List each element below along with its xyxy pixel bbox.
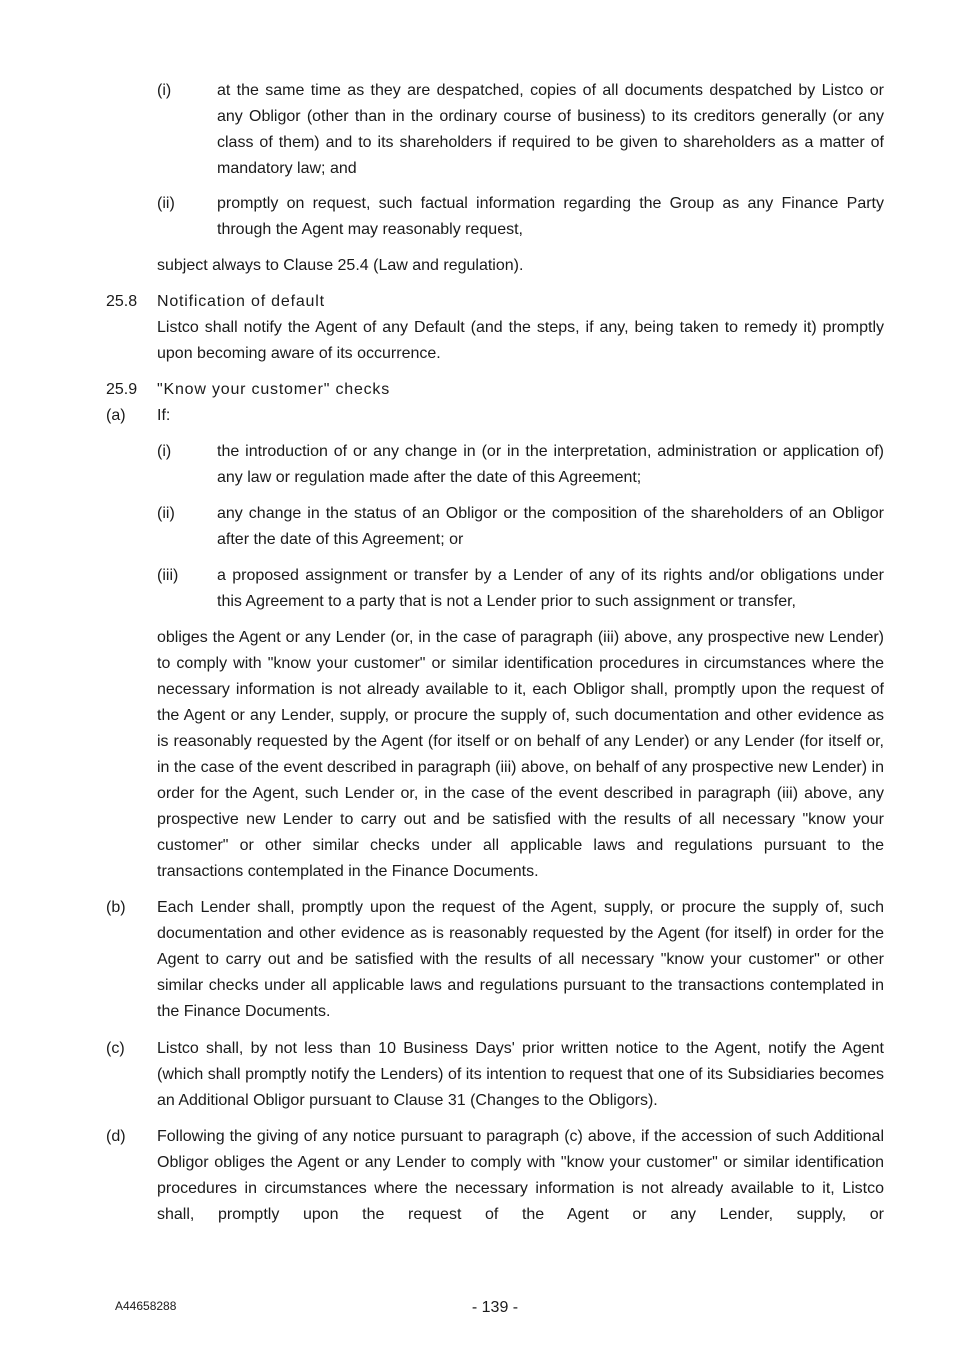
item-text: promptly on request, such factual information regarding the Group as any Finance Party through the Agent may reasonably request, [217,195,884,238]
item-text: Listco shall, by not less than 10 Business Days' prior written notice to the Agent, notify the Agent (which shall promptly notify the Lenders) of its intention to request that one of its Subsidiaries becomes an Additional Obligor pursuant to Clause 31 (Changes to the Obligors). [157,1040,884,1109]
item-label: (i) [157,82,172,99]
paragraph: Listco shall notify the Agent of any Default (and the steps, if any, being taken to remedy it) promptly upon becoming aware of its occurrence. [157,319,884,362]
item-label: (i) [157,443,172,460]
item-label: (a) [106,407,126,424]
clause-number: 25.8 [106,293,138,310]
clause-heading: "Know your customer" checks [157,381,391,398]
item-label: (ii) [157,195,175,212]
page-number: - 139 - [471,1299,519,1316]
item-label: (d) [106,1128,126,1145]
paragraph: subject always to Clause 25.4 (Law and regulation). [157,257,524,274]
item-text: If: [157,407,171,424]
clause-heading: Notification of default [157,293,325,310]
document-reference: A44658288 [115,1299,177,1313]
item-text: any change in the status of an Obligor or the composition of the shareholders of an Obligor after the date of this Agreement; or [217,505,884,548]
item-text: a proposed assignment or transfer by a Lender of any of its rights and/or obligations under this Agreement to a party that is not a Lender prior to such assignment or transfer, [217,567,884,610]
item-label: (b) [106,899,126,916]
item-text: Following the giving of any notice pursuant to paragraph (c) above, if the accession of such Additional Obligor obliges the Agent or any Lender to comply with "know your customer" or similar identification procedures in circumstances where the necessary information is not already available to it, Listco shall, promptly upon the request of the Agent or any Lender, supply, or [157,1128,884,1223]
paragraph: obliges the Agent or any Lender (or, in the case of paragraph (iii) above, any prospective new Lender) to comply with "know your customer" or similar identification procedures in circumstances where the necessary information is not already available to it, each Obligor shall, promptly upon the request of the Agent or any Lender, supply, or procure the supply of, such documentation and other evidence as is reasonably requested by the Agent (for itself or on behalf of any Lender) or any Lender (for itself or, in the case of the event described in paragraph (iii) above, on behalf of any prospective new Lender) in order for the Agent, such Lender or, in the case of the event described in paragraph (iii) above, any prospective new Lender to carry out and be satisfied with the results of all necessary "know your customer" or other similar checks under all applicable laws and regulations pursuant to the transactions contemplated in the Finance Documents. [157,629,884,880]
item-text: Each Lender shall, promptly upon the request of the Agent, supply, or procure the supply of, such documentation and other evidence as is reasonably requested by the Agent (for itself) in order for the Agent to carry out and be satisfied with the results of all necessary "know your customer" or other similar checks under all applicable laws and regulations pursuant to the transactions contemplated in the Finance Documents. [157,899,884,1020]
item-label: (iii) [157,567,179,584]
item-text: the introduction of or any change in (or in the interpretation, administration or application of) any law or regulation made after the date of this Agreement; [217,443,884,486]
item-text: at the same time as they are despatched, copies of all documents despatched by Listco or any Obligor (other than in the ordinary course of business) to its creditors generally (or any class of them) and to its shareholders if required to be given to shareholders as a matter of mandatory law; and [217,82,884,177]
clause-number: 25.9 [106,381,138,398]
item-label: (c) [106,1040,125,1057]
item-label: (ii) [157,505,175,522]
